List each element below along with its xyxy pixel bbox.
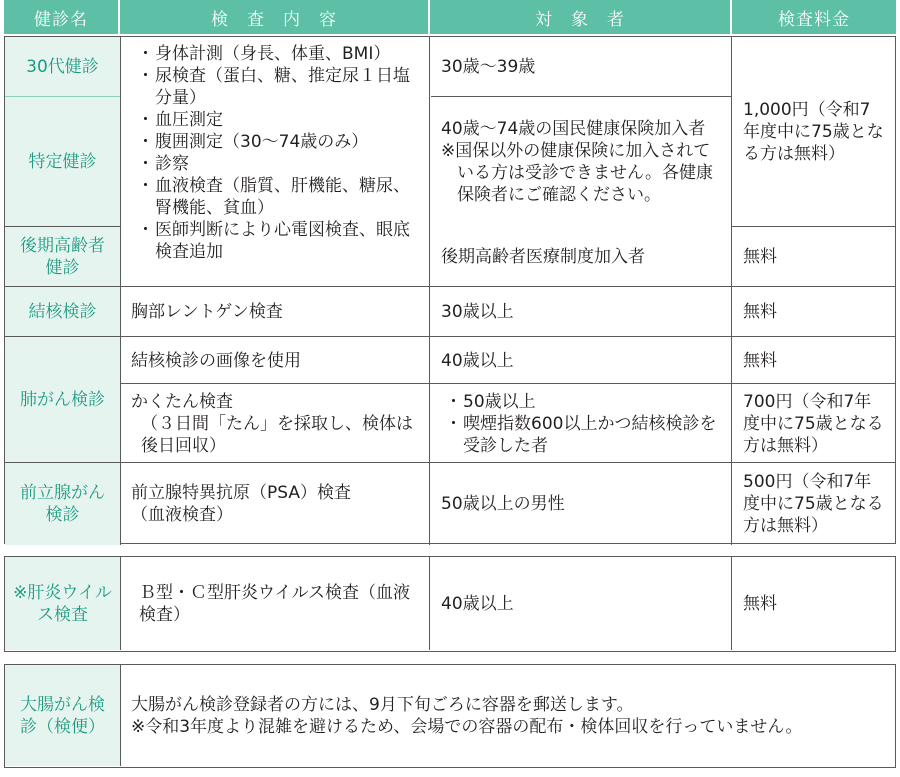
divider [731, 557, 732, 650]
fee-kouki: 無料 [743, 247, 777, 267]
list-item: ・ 身体計測（身長、体重、BMI） [137, 43, 421, 65]
header-target: 対 象 者 [430, 0, 730, 34]
list-item: ・ 血圧測定 [137, 109, 421, 131]
row-name-kanen: ※肝炎ウイルス検査 [5, 557, 121, 650]
target-30dai: 30歳～39歳 [441, 57, 536, 77]
fee-kekkaku: 無料 [743, 302, 777, 322]
divider [429, 37, 430, 545]
row-name-30dai: 30代健診 [5, 37, 121, 97]
target-zenritsusen: 50歳以上の男性 [441, 494, 565, 514]
list-item: ・ 腹囲測定（30～74歳のみ） [137, 131, 421, 153]
items-haigan-2-note: （３日間「たん」を採取し、検体は後日回収） [141, 413, 413, 456]
items-zenritsusen-title: 前立腺特異抗原（PSA）検査 [131, 483, 351, 503]
row-name-haigan: 肺がん検診 [5, 337, 121, 463]
daicho-line2: ※令和3年度より混雑を避けるため、会場での容器の配布・検体回収を行っていません。 [131, 716, 803, 737]
target-kanen: 40歳以上 [441, 593, 514, 614]
target-tokutei [431, 97, 731, 227]
target-kouki: 後期高齢者医療制度加入者 [441, 247, 645, 267]
items-kekkaku: 胸部レントゲン検査 [131, 302, 283, 322]
header-name: 健診名 [4, 0, 118, 34]
items-kanen: Ｂ型・Ｃ型肝炎ウイルス検査（血液検査） [139, 582, 410, 625]
fee-zenritsusen: 500円（令和7年度中に75歳となる方は無料） [743, 472, 884, 536]
list-item: ・ 50歳以上 [445, 391, 723, 413]
kanen-table [4, 556, 896, 652]
target-tokutei-line1: 40歳～74歳の国民健康保険加入者 [441, 119, 706, 139]
list-item: ・ 血液検査（脂質、肝機能、糖尿、腎機能、貧血） [137, 175, 421, 219]
row-name-zenritsusen: 前立腺がん検診 [5, 463, 121, 545]
daicho-line1: 大腸がん検診登録者の方には、9月下旬ごろに容器を郵送します。 [131, 694, 634, 715]
shared-items-list [137, 43, 421, 263]
main-table [4, 36, 896, 544]
divider [5, 226, 120, 227]
shared-items-cell [121, 43, 429, 283]
daicho-text [121, 665, 893, 766]
target-kekkaku: 30歳以上 [441, 302, 514, 322]
list-item: ・ 診察 [137, 153, 421, 175]
items-haigan-2 [121, 384, 429, 463]
list-item: ・ 医師判断により心電図検査、眼底検査追加 [137, 219, 421, 263]
target-haigan-1: 40歳以上 [441, 350, 514, 371]
header-fee: 検査料金 [732, 0, 896, 34]
fee-shared: 1,000円（令和7年度中に75歳となる方は無料） [743, 100, 884, 164]
items-zenritsusen [121, 463, 429, 545]
header-items: 検 査 内 容 [120, 0, 428, 34]
divider [5, 96, 120, 97]
divider [429, 557, 430, 650]
fee-haigan-1: 無料 [743, 350, 777, 371]
fee-kanen: 無料 [743, 593, 777, 614]
list-item: ・ 尿検査（蛋白、糖、推定尿１日塩分量） [137, 65, 421, 109]
daicho-table [4, 664, 896, 768]
list-item: ・ 喫煙指数600以上かつ結核検診を受診した者 [445, 413, 723, 457]
fee-haigan-2: 700円（令和7年度中に75歳となる方は無料） [743, 391, 884, 456]
row-name-kouki: 後期高齢者健診 [5, 227, 121, 287]
row-name-kekkaku: 結核検診 [5, 287, 121, 337]
row-name-tokutei: 特定健診 [5, 97, 121, 227]
target-haigan-2-list [445, 391, 723, 457]
items-haigan-1: 結核検診の画像を使用 [131, 350, 301, 371]
target-tokutei-note: ※国保以外の健康保険に加入されている方は受診できません。各健康保険者にご確認ください。 [441, 141, 714, 205]
items-haigan-2-title: かくたん検査 [131, 391, 233, 412]
target-haigan-2 [431, 384, 731, 463]
divider [731, 37, 732, 545]
items-zenritsusen-note: （血液検査） [131, 505, 233, 525]
row-name-daicho: 大腸がん検診（検便） [5, 665, 121, 766]
